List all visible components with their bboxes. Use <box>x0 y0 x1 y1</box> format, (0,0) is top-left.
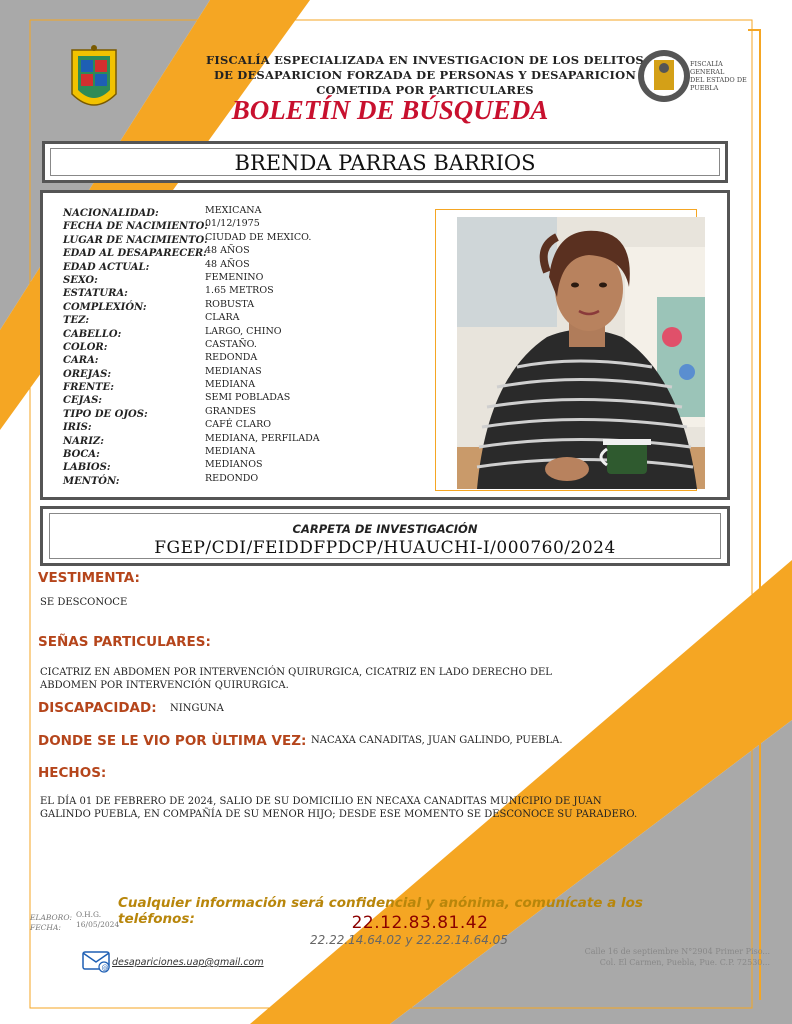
fiscalia-logo <box>638 46 758 106</box>
field-label: CEJAS: <box>63 395 102 407</box>
missing-person-photo <box>457 217 705 489</box>
field-label: LUGAR DE NACIMIENTO: <box>63 234 208 246</box>
field-value: 48 AÑOS <box>205 258 250 270</box>
field-label: TIPO DE OJOS: <box>63 408 148 420</box>
field-value: 1.65 METROS <box>205 285 274 297</box>
name-box <box>42 141 728 183</box>
prepared-by-value: O.H.G. <box>76 910 102 919</box>
field-value: 01/12/1975 <box>205 218 260 230</box>
disability-text: NINGUNA <box>170 703 224 714</box>
case-file-number: FGEP/CDI/FEIDDFPDCP/HUAUCHI-I/000760/2024 <box>154 538 616 558</box>
field-value: LARGO, CHINO <box>205 325 282 337</box>
field-label: FECHA DE NACIMIENTO: <box>63 221 209 233</box>
facts-title: HECHOS: <box>38 765 107 781</box>
field-value: CASTAÑO. <box>205 338 257 350</box>
field-value: FEMENINO <box>205 271 264 283</box>
field-value: MEDIANA, PERFILADA <box>205 432 320 444</box>
field-value: 48 AÑOS <box>205 245 250 257</box>
field-label: IRIS: <box>63 422 92 434</box>
field-label: NARIZ: <box>63 435 104 447</box>
field-value: SEMI POBLADAS <box>205 392 291 404</box>
field-label: TEZ: <box>63 315 90 327</box>
fiscalia-logo-line1: FISCALÍA GENERAL <box>690 60 725 76</box>
field-value: MEDIANOS <box>205 459 263 471</box>
field-value: CIUDAD DE MEXICO. <box>205 231 312 243</box>
case-file-box <box>40 506 730 566</box>
date-value: 16/05/2024 <box>76 920 120 929</box>
field-label: COLOR: <box>63 341 108 353</box>
facts-line1: EL DÍA 01 DE FEBRERO DE 2024, SALIO DE SU DOMICILIO EN NECAXA CANADITAS MUNICIPIO DE JUAN <box>40 796 602 807</box>
distinguishing-marks-title: SEÑAS PARTICULARES: <box>38 634 211 650</box>
person-name: BRENDA PARRAS BARRIOS <box>50 148 720 176</box>
field-label: SEXO: <box>63 274 98 286</box>
disability-title: DISCAPACIDAD: <box>38 700 157 716</box>
agency-line-3: COMETIDA POR PARTICULARES <box>316 83 534 97</box>
case-file-inner <box>49 513 721 559</box>
field-value: CAFÉ CLARO <box>205 419 272 431</box>
address-line2: Col. El Carmen, Puebla, Pue. C.P. 72530... <box>599 958 770 967</box>
last-seen-text: NACAXA CANADITAS, JUAN GALINDO, PUEBLA. <box>311 735 563 746</box>
clothing-text: SE DESCONOCE <box>40 597 128 608</box>
email-icon <box>82 951 112 973</box>
description-box <box>40 190 730 500</box>
field-value: MEDIANA <box>205 379 256 391</box>
case-file-label: CARPETA DE INVESTIGACIÓN <box>292 522 478 536</box>
facts-line2: GALINDO PUEBLA, EN COMPAÑÍA DE SU MENOR HIJO; DESDE ESE MOMENTO SE DESCONOCE SU PARADERO. <box>40 809 638 820</box>
state-coat-of-arms-logo <box>68 44 120 116</box>
contact-call-to-action: Cualquier información será confidencial y anónima, comunícate a los teléfonos: <box>118 895 643 927</box>
bulletin-title: BOLETÍN DE BÚSQUEDA <box>231 95 549 125</box>
prepared-by-label-text: ELABORO: <box>30 913 72 922</box>
address-line1: Calle 16 de septiembre N°2904 Primer Piso... <box>584 947 770 956</box>
fiscalia-logo-line2: DEL ESTADO DE <box>690 76 747 84</box>
field-value: MEXICANA <box>205 205 262 216</box>
field-label: LABIOS: <box>63 462 111 474</box>
clothing-title: VESTIMENTA: <box>38 570 140 586</box>
agency-line-1: FISCALÍA ESPECIALIZADA EN INVESTIGACION DE LOS DELITOS <box>206 53 644 67</box>
distinguishing-marks-line2: ABDOMEN POR INTERVENCIÓN QUIRURGICA. <box>40 680 289 691</box>
field-label: CABELLO: <box>63 328 122 340</box>
distinguishing-marks-line1: CICATRIZ EN ABDOMEN POR INTERVENCIÓN QUIRURGICA, CICATRIZ EN LADO DERECHO DEL <box>40 667 552 678</box>
field-label: EDAD ACTUAL: <box>63 261 150 273</box>
field-value: REDONDO <box>205 472 259 484</box>
field-value: CLARA <box>205 312 240 324</box>
alt-phones[interactable]: 22.22.14.64.02 y 22.22.14.64.05 <box>310 933 508 947</box>
field-label: BOCA: <box>63 449 100 461</box>
field-label: MENTÓN: <box>63 475 120 487</box>
contact-email[interactable]: desapariciones.uap@gmail.com <box>112 957 264 968</box>
field-value: ROBUSTA <box>205 298 255 310</box>
field-value: REDONDA <box>205 352 258 364</box>
field-label: CARA: <box>63 355 99 367</box>
date-label-text: FECHA: <box>30 923 61 932</box>
fiscalia-logo-line3: PUEBLA <box>690 84 719 92</box>
agency-line-2: DE DESAPARICION FORZADA DE PERSONAS Y DESAPARICION <box>213 68 637 82</box>
date-label <box>30 923 61 932</box>
prepared-by-label <box>30 913 72 922</box>
field-label: OREJAS: <box>63 368 112 380</box>
svg-text:@: @ <box>101 964 109 972</box>
field-label: ESTATURA: <box>63 288 128 300</box>
field-value: MEDIANA <box>205 446 256 458</box>
office-address <box>540 946 770 968</box>
field-label: EDAD AL DESAPARECER: <box>63 248 207 260</box>
main-phone[interactable]: 22.12.83.81.42 <box>351 913 489 933</box>
field-value: MEDIANAS <box>205 365 262 377</box>
field-label: COMPLEXIÓN: <box>63 301 147 313</box>
field-label: NACIONALIDAD: <box>63 208 159 219</box>
last-seen-title: DONDE SE LE VIO POR ÙLTIMA VEZ: <box>38 733 307 749</box>
field-value: GRANDES <box>205 405 256 417</box>
field-label: FRENTE: <box>63 382 114 394</box>
